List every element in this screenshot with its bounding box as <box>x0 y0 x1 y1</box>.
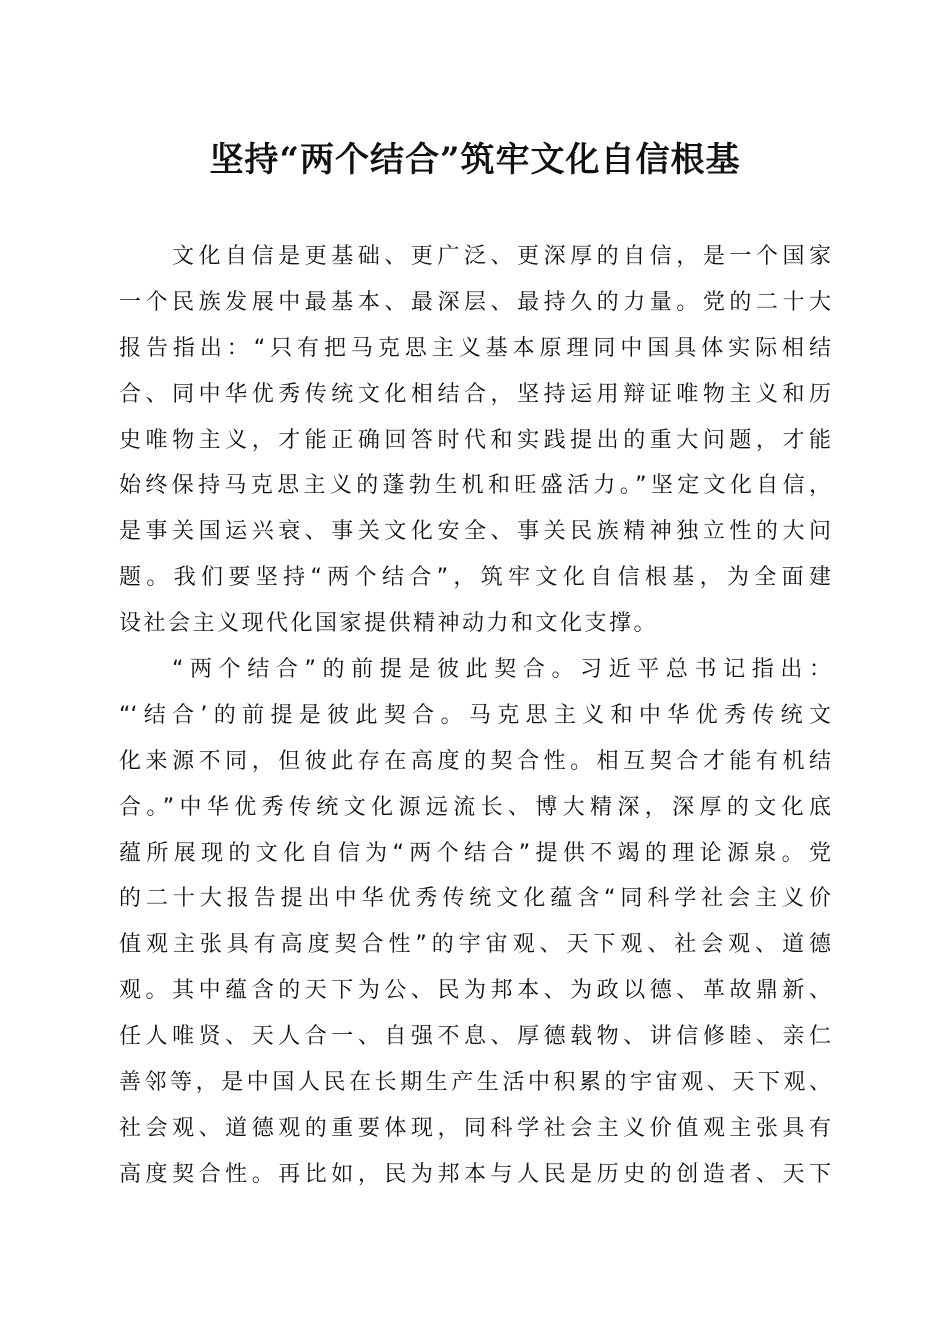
paragraph-2-line-4: 合。”中华优秀传统文化源远流长、博大精深，深厚的文化底 <box>119 794 831 820</box>
paragraph-2-line-9: 任人唯贤、天人合一、自强不息、厚德载物、讲信修睦、亲仁 <box>119 1024 831 1050</box>
paragraph-1-line-1: 文化自信是更基础、更广泛、更深厚的自信，是一个国家 <box>172 244 831 269</box>
paragraph-2-line-7: 值观主张具有高度契合性”的宇宙观、天下观、社会观、道德 <box>119 932 831 958</box>
paragraph-2-line-2: “‘结合’的前提是彼此契合。马克思主义和中华优秀传统文 <box>119 702 831 728</box>
paragraph-2-line-12: 高度契合性。再比如，民为邦本与人民是历史的创造者、天下 <box>119 1161 831 1187</box>
document-title: 坚持“两个结合”筑牢文化自信根基 <box>209 140 741 180</box>
paragraph-2-line-11: 社会观、道德观的重要体现，同科学社会主义价值观主张具有 <box>119 1115 831 1141</box>
paragraph-1-line-7: 是事关国运兴衰、事关文化安全、事关民族精神独立性的大问 <box>119 519 831 545</box>
paragraph-1-line-2: 一个民族发展中最基本、最深层、最持久的力量。党的二十大 <box>119 289 831 315</box>
paragraph-1-line-5: 史唯物主义，才能正确回答时代和实践提出的重大问题，才能 <box>119 427 831 453</box>
paragraph-1-line-3: 报告指出：“只有把马克思主义基本原理同中国具体实际相结 <box>119 335 831 361</box>
paragraph-1-line-6: 始终保持马克思主义的蓬勃生机和旺盛活力。”坚定文化自信， <box>119 473 831 499</box>
paragraph-1-line-8: 题。我们要坚持“两个结合”，筑牢文化自信根基，为全面建 <box>119 565 831 591</box>
paragraph-2-line-1: “两个结合”的前提是彼此契合。习近平总书记指出： <box>172 657 831 683</box>
paragraph-2-line-5: 蕴所展现的文化自信为“两个结合”提供不竭的理论源泉。党 <box>119 840 831 866</box>
paragraph-2-line-3: 化来源不同，但彼此存在高度的契合性。相互契合才能有机结 <box>119 748 831 774</box>
document-body <box>119 234 831 1198</box>
paragraph-1-line-4: 合、同中华优秀传统文化相结合，坚持运用辩证唯物主义和历 <box>119 381 831 407</box>
paragraph-2-line-8: 观。其中蕴含的天下为公、民为邦本、为政以德、革故鼎新、 <box>119 978 831 1004</box>
paragraph-2-line-6: 的二十大报告提出中华优秀传统文化蕴含“同科学社会主义价 <box>119 886 831 912</box>
paragraph-2-line-10: 善邻等，是中国人民在长期生产生活中积累的宇宙观、天下观、 <box>119 1070 831 1096</box>
paragraph-1-line-9: 设社会主义现代化国家提供精神动力和文化支撑。 <box>119 611 659 637</box>
